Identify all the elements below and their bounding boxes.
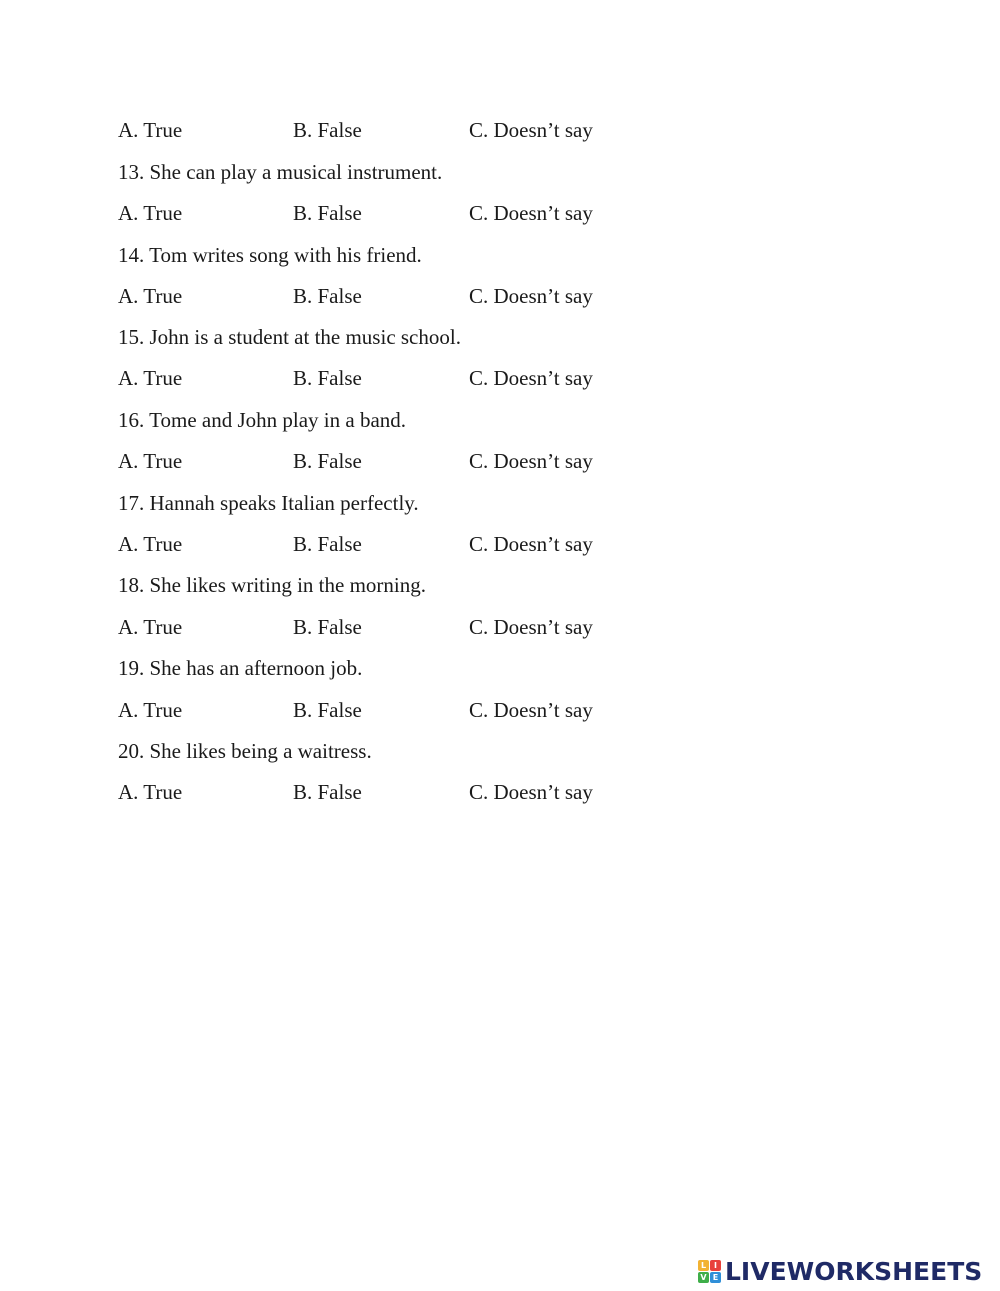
option-false[interactable]: B. False [293, 615, 362, 639]
liveworksheets-mark-icon [698, 1260, 721, 1283]
option-doesnt-say[interactable]: C. Doesn’t say [469, 780, 593, 804]
logo-tile-i: I [710, 1260, 721, 1271]
option-false[interactable]: B. False [293, 449, 362, 473]
option-doesnt-say[interactable]: C. Doesn’t say [469, 366, 593, 390]
option-doesnt-say[interactable]: C. Doesn’t say [469, 449, 593, 473]
question-15: 15. John is a student at the music school. [118, 325, 461, 349]
option-false[interactable]: B. False [293, 118, 362, 142]
logo-tile-e: E [710, 1272, 721, 1283]
question-18: 18. She likes writing in the morning. [118, 573, 426, 597]
option-false[interactable]: B. False [293, 532, 362, 556]
option-true[interactable]: A. True [118, 532, 183, 556]
option-true[interactable]: A. True [118, 615, 183, 639]
question-13: 13. She can play a musical instrument. [118, 160, 443, 184]
question-19: 19. She has an afternoon job. [118, 656, 363, 680]
option-true[interactable]: A. True [118, 284, 183, 308]
logo-wordmark: LIVEWORKSHEETS [725, 1256, 983, 1286]
option-false[interactable]: B. False [293, 698, 362, 722]
option-doesnt-say[interactable]: C. Doesn’t say [469, 201, 593, 225]
question-20: 20. She likes being a waitress. [118, 739, 372, 763]
option-doesnt-say[interactable]: C. Doesn’t say [469, 698, 593, 722]
option-doesnt-say[interactable]: C. Doesn’t say [469, 118, 593, 142]
option-true[interactable]: A. True [118, 366, 183, 390]
option-doesnt-say[interactable]: C. Doesn’t say [469, 615, 593, 639]
option-false[interactable]: B. False [293, 201, 362, 225]
question-17: 17. Hannah speaks Italian perfectly. [118, 491, 419, 515]
question-14: 14. Tom writes song with his friend. [118, 243, 422, 267]
question-16: 16. Tome and John play in a band. [118, 408, 407, 432]
option-true[interactable]: A. True [118, 449, 183, 473]
option-false[interactable]: B. False [293, 366, 362, 390]
option-false[interactable]: B. False [293, 284, 362, 308]
logo-tile-v: V [698, 1272, 709, 1283]
option-true[interactable]: A. True [118, 698, 183, 722]
option-doesnt-say[interactable]: C. Doesn’t say [469, 284, 593, 308]
liveworksheets-logo[interactable] [698, 1253, 982, 1289]
option-false[interactable]: B. False [293, 780, 362, 804]
option-doesnt-say[interactable]: C. Doesn’t say [469, 532, 593, 556]
option-true[interactable]: A. True [118, 780, 183, 804]
option-true[interactable]: A. True [118, 201, 183, 225]
option-true[interactable]: A. True [118, 118, 183, 142]
logo-tile-l: L [698, 1260, 709, 1271]
